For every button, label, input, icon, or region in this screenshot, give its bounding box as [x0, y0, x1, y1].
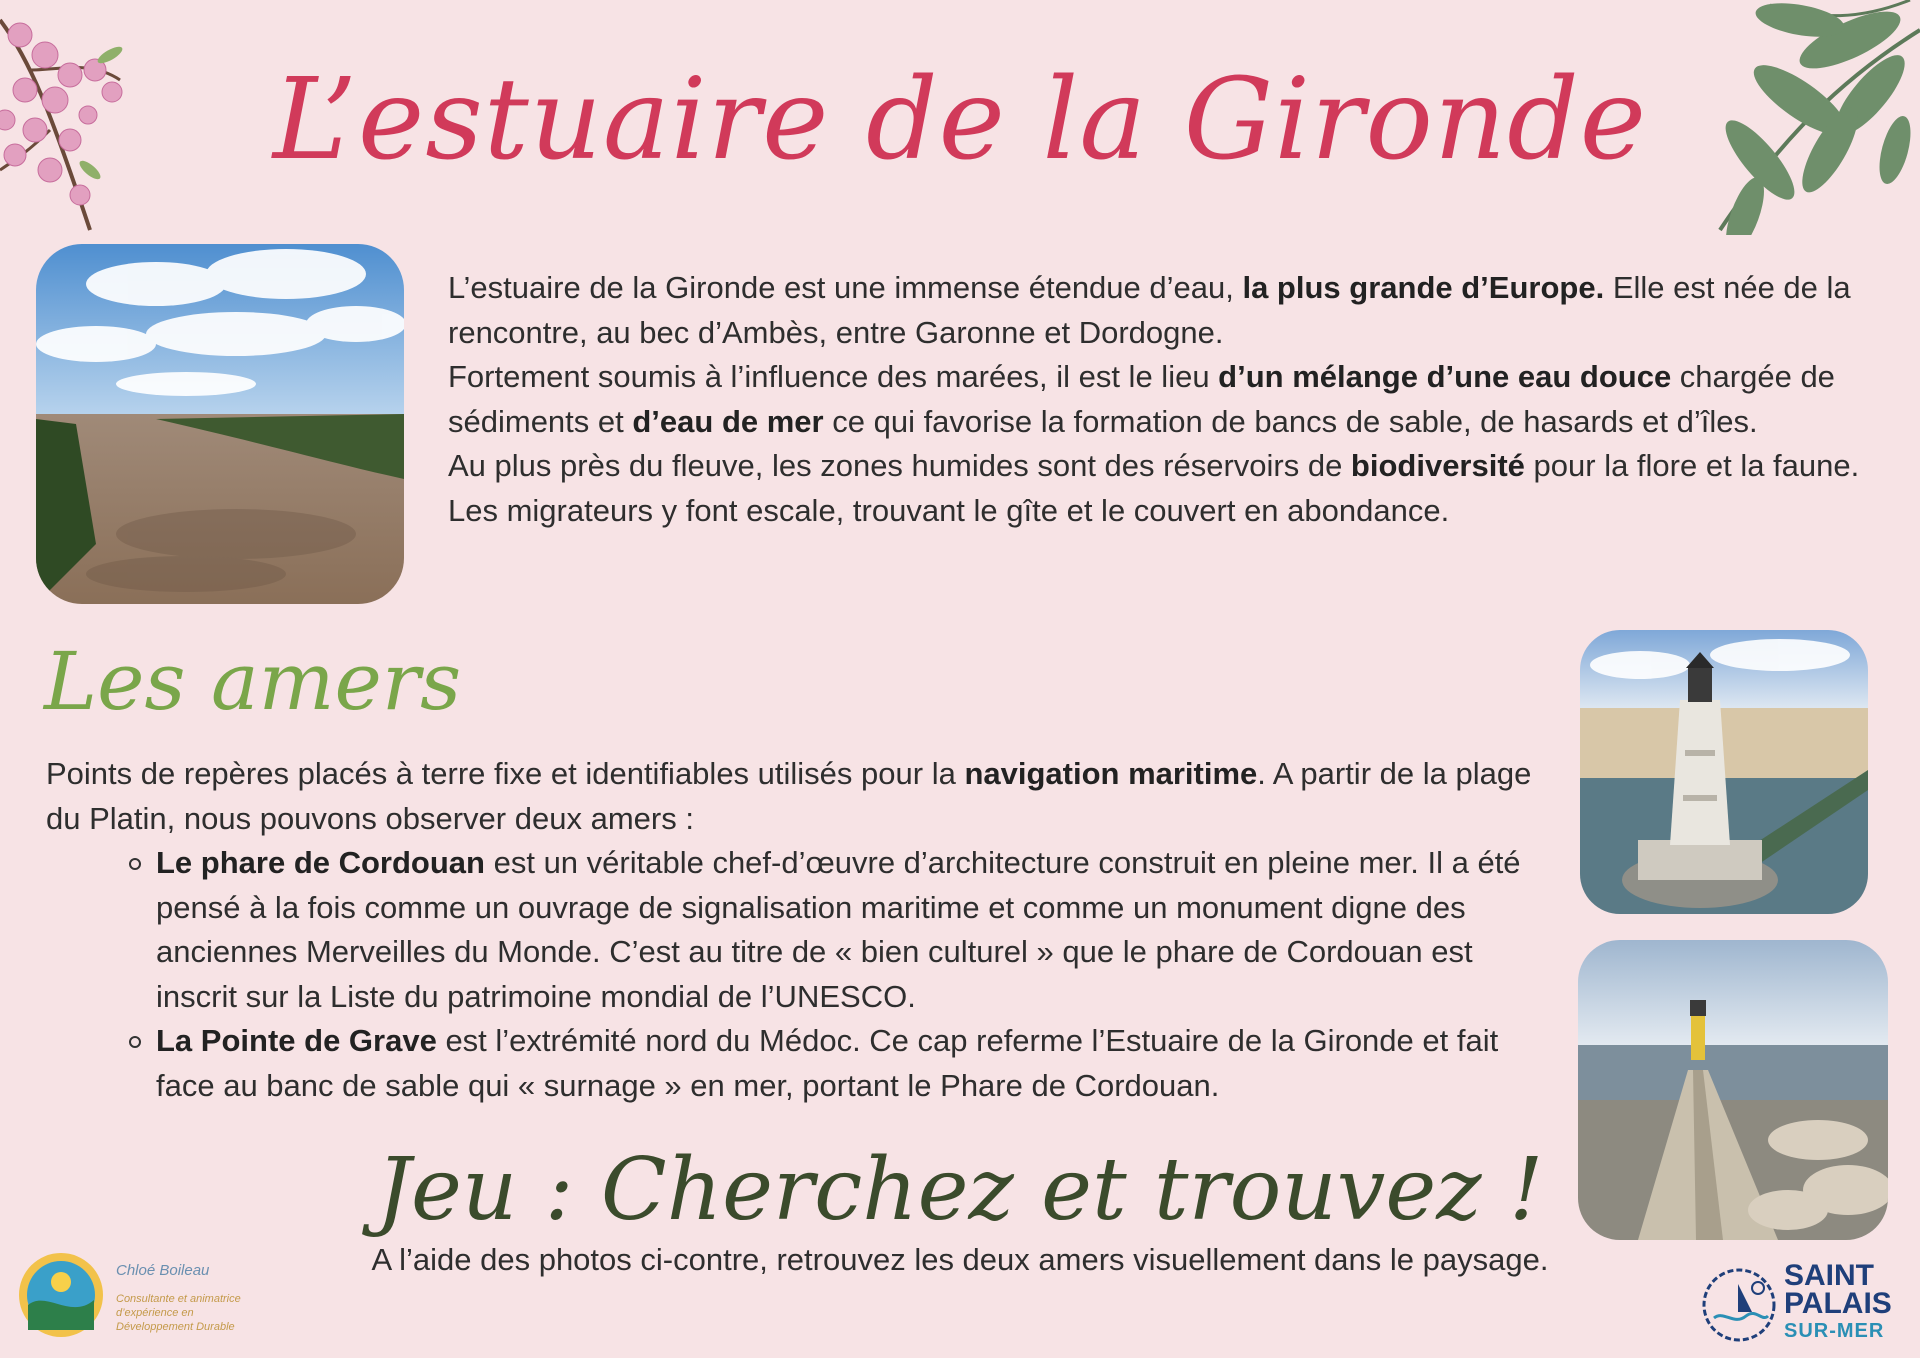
logo-palais: PALAIS [1784, 1287, 1892, 1320]
logo-emblem-icon [16, 1250, 106, 1340]
pointe-de-grave-text: La Pointe de Grave est l’extrémité nord du Médoc. Ce cap referme l’Estuaire de la Gironde et fait face au banc de sable qui « surnage » en mer, portant le Phare de Cordouan. [156, 1023, 1499, 1103]
amers-text [46, 752, 1566, 1108]
bullet-icon [129, 1036, 141, 1048]
lighthouse-photo [1580, 630, 1868, 914]
page-title: L’estuaire de la Gironde [272, 55, 1648, 185]
logo-line-3: Développement Durable [116, 1321, 235, 1333]
logo-line-1: Consultante et animatrice [116, 1293, 241, 1305]
chloe-boileau-logo [16, 1250, 286, 1340]
saint-palais-emblem-icon [1700, 1266, 1778, 1344]
amers-intro: Points de repères placés à terre fixe et identifiables utilisés pour la navigation maritime. A partir de la plage du Platin, nous pouvons observer deux amers : [46, 756, 1532, 836]
jeu-text: A l’aide des photos ci-contre, retrouvez les deux amers visuellement dans le paysage. [371, 1242, 1549, 1277]
intro-paragraph-3: Au plus près du fleuve, les zones humides sont des réservoirs de biodiversité pour la flore et la faune. Les migrateurs y font escale, trouvant le gîte et le couvert en abondance. [448, 448, 1860, 528]
bullet-icon [129, 858, 141, 870]
logo-saint: SAINT [1784, 1259, 1874, 1292]
jeu-heading: Jeu : Cherchez et trouvez ! [376, 1140, 1544, 1240]
amers-heading: Les amers [44, 635, 462, 728]
logo-name: Chloé Boileau [116, 1262, 210, 1279]
list-item-pointe-de-grave [156, 1019, 1556, 1108]
logo-line-2: d’expérience en [116, 1307, 194, 1319]
estuary-photo [36, 244, 404, 604]
list-item-cordouan [156, 841, 1556, 1019]
saint-palais-logo [1700, 1259, 1900, 1352]
logo-sur-mer: SUR-MER [1784, 1320, 1885, 1342]
intro-paragraph-1: L’estuaire de la Gironde est une immense étendue d’eau, la plus grande d’Europe. Elle est née de la rencontre, au bec d’Ambès, entre Garonne et Dordogne. [448, 270, 1851, 350]
intro-paragraph-2: Fortement soumis à l’influence des marées, il est le lieu d’un mélange d’une eau douce chargée de sédiments et d’eau de mer ce qui favorise la formation de bancs de sable, de hasards et d’îles. [448, 359, 1835, 439]
cordouan-text: Le phare de Cordouan est un véritable chef-d’œuvre d’architecture construit en pleine mer. Il a été pensé à la fois comme un ouvrage de signalisation maritime et comme un monument digne des anciennes Merveilles du Monde. C’est au titre de « bien culturel » que le phare de Cordouan est inscrit sur la Liste du patrimoine mondial de l’UNESCO. [156, 845, 1521, 1014]
intro-text [448, 266, 1868, 533]
